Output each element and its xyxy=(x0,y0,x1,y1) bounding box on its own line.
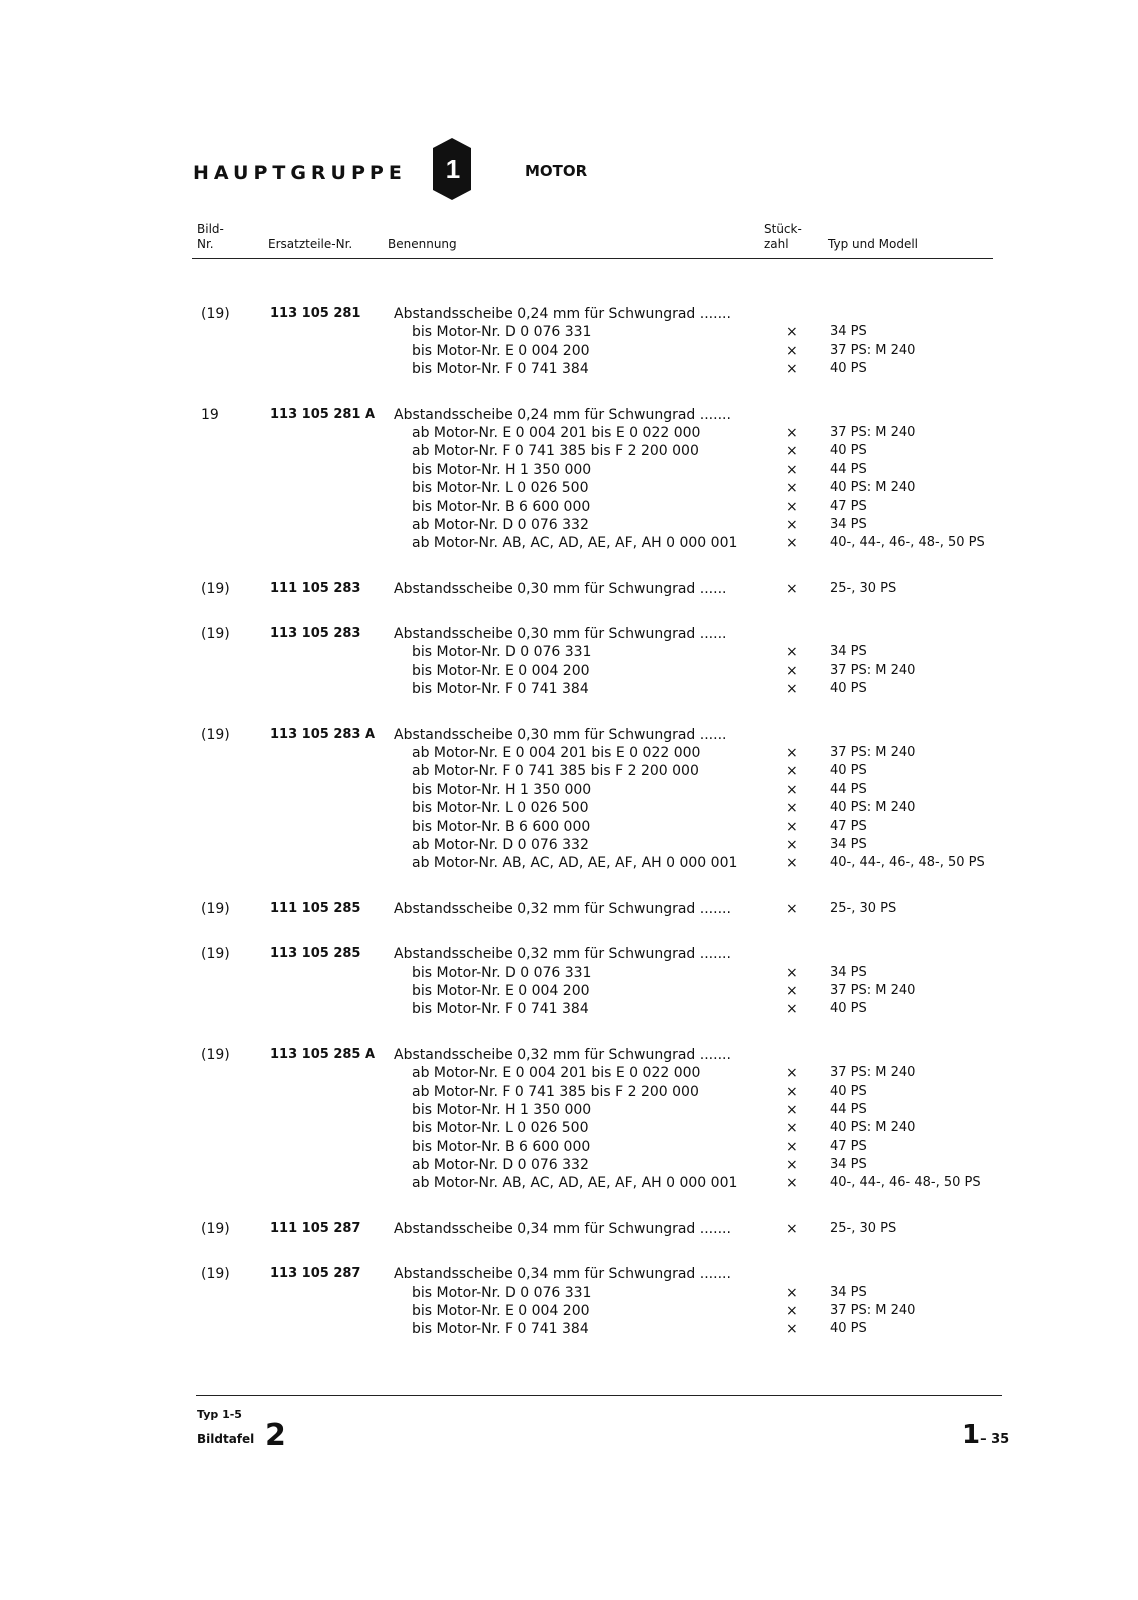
type-model: 40 PS xyxy=(830,361,867,377)
part-number: 113 105 285 A xyxy=(270,1046,376,1062)
part-name: Abstandsscheibe 0,34 mm für Schwungrad ....... xyxy=(394,1220,731,1237)
engine-range: ab Motor-Nr. AB, AC, AD, AE, AF, AH 0 000 001 xyxy=(412,855,738,872)
part-number: 113 105 285 xyxy=(270,946,361,962)
type-model: 34 PS xyxy=(830,964,867,980)
page-number-major: 1 xyxy=(962,1420,981,1450)
page-header xyxy=(193,138,1013,208)
engine-range: ab Motor-Nr. F 0 741 385 bis F 2 200 000 xyxy=(412,1083,699,1100)
type-model: 25-, 30 PS xyxy=(830,900,897,916)
parts-list xyxy=(0,305,1138,1366)
part-row xyxy=(0,625,1138,643)
part-group xyxy=(0,406,1138,553)
quantity: × xyxy=(786,580,798,597)
part-row xyxy=(0,1046,1138,1064)
group-title: MOTOR xyxy=(525,162,588,180)
engine-range: ab Motor-Nr. E 0 004 201 bis E 0 022 000 xyxy=(412,745,701,762)
quantity: × xyxy=(786,964,798,981)
type-model: 34 PS xyxy=(830,644,867,660)
type-model: 25-, 30 PS xyxy=(830,580,897,596)
engine-range: ab Motor-Nr. E 0 004 201 bis E 0 022 000 xyxy=(412,424,701,441)
quantity: × xyxy=(786,836,798,853)
quantity: × xyxy=(786,480,798,497)
quantity: × xyxy=(786,498,798,515)
quantity: × xyxy=(786,1220,798,1237)
part-name: Abstandsscheibe 0,24 mm für Schwungrad ....... xyxy=(394,306,731,322)
quantity: × xyxy=(786,443,798,460)
part-row xyxy=(0,726,1138,744)
engine-range: bis Motor-Nr. E 0 004 200 xyxy=(412,982,590,999)
quantity: × xyxy=(786,662,798,679)
variant-row xyxy=(0,1000,1138,1018)
quantity: × xyxy=(786,745,798,762)
quantity: × xyxy=(786,324,798,341)
type-model: 44 PS xyxy=(830,781,867,797)
variant-row xyxy=(0,323,1138,341)
quantity: × xyxy=(786,1284,798,1301)
part-name: Abstandsscheibe 0,32 mm für Schwungrad ....... xyxy=(394,900,731,917)
part-name: Abstandsscheibe 0,34 mm für Schwungrad ....... xyxy=(394,1266,731,1283)
quantity: × xyxy=(786,342,798,359)
type-model: 40-, 44-, 46- 48-, 50 PS xyxy=(830,1175,981,1191)
type-model: 40-, 44-, 46-, 48-, 50 PS xyxy=(830,855,985,871)
part-name: Abstandsscheibe 0,30 mm für Schwungrad ...... xyxy=(394,726,727,743)
quantity: × xyxy=(786,781,798,798)
variant-row xyxy=(0,534,1138,552)
part-row xyxy=(0,580,1138,598)
variant-row xyxy=(0,799,1138,817)
figure-number: (19) xyxy=(201,1046,230,1063)
col-header-nr: Bild- Nr. xyxy=(197,222,224,251)
quantity: × xyxy=(786,516,798,533)
part-group xyxy=(0,625,1138,699)
variant-row xyxy=(0,342,1138,360)
type-model: 40 PS: M 240 xyxy=(830,800,916,816)
engine-range: ab Motor-Nr. AB, AC, AD, AE, AF, AH 0 000 001 xyxy=(412,1175,738,1192)
quantity: × xyxy=(786,1303,798,1320)
type-model: 40 PS xyxy=(830,1321,867,1337)
part-group xyxy=(0,726,1138,873)
type-model: 40 PS xyxy=(830,681,867,697)
engine-range: bis Motor-Nr. H 1 350 000 xyxy=(412,781,592,798)
part-number: 113 105 281 xyxy=(270,306,361,321)
engine-range: bis Motor-Nr. F 0 741 384 xyxy=(412,1321,589,1338)
engine-range: bis Motor-Nr. H 1 350 000 xyxy=(412,461,592,478)
page-number xyxy=(962,1420,1009,1450)
type-model: 37 PS: M 240 xyxy=(830,982,916,998)
part-number: 113 105 283 A xyxy=(270,726,376,742)
engine-range: bis Motor-Nr. D 0 076 331 xyxy=(412,644,592,661)
engine-range: bis Motor-Nr. F 0 741 384 xyxy=(412,361,589,378)
engine-range: bis Motor-Nr. F 0 741 384 xyxy=(412,681,589,698)
quantity: × xyxy=(786,1138,798,1155)
quantity: × xyxy=(786,763,798,780)
engine-range: bis Motor-Nr. E 0 004 200 xyxy=(412,342,590,359)
part-group xyxy=(0,580,1138,598)
quantity: × xyxy=(786,1083,798,1100)
quantity: × xyxy=(786,644,798,661)
engine-range: bis Motor-Nr. B 6 600 000 xyxy=(412,498,591,515)
variant-row xyxy=(0,662,1138,680)
footer-bildtafel-label: Bildtafel xyxy=(197,1432,255,1446)
engine-range: ab Motor-Nr. F 0 741 385 bis F 2 200 000 xyxy=(412,443,699,460)
figure-number: (19) xyxy=(201,626,230,643)
col-header-qty: Stück- zahl xyxy=(764,222,802,251)
part-row xyxy=(0,1220,1138,1238)
variant-row xyxy=(0,498,1138,516)
part-number: 113 105 283 xyxy=(270,626,361,642)
type-model: 40 PS xyxy=(830,1083,867,1099)
type-model: 40-, 44-, 46-, 48-, 50 PS xyxy=(830,535,985,551)
engine-range: bis Motor-Nr. D 0 076 331 xyxy=(412,324,592,341)
engine-range: ab Motor-Nr. AB, AC, AD, AE, AF, AH 0 000 001 xyxy=(412,535,738,552)
type-model: 40 PS: M 240 xyxy=(830,480,916,496)
part-number: 111 105 287 xyxy=(270,1220,361,1236)
figure-number: (19) xyxy=(201,726,230,743)
engine-range: ab Motor-Nr. D 0 076 332 xyxy=(412,1157,589,1174)
part-name: Abstandsscheibe 0,24 mm für Schwungrad ....... xyxy=(394,406,731,423)
part-group xyxy=(0,900,1138,918)
type-model: 47 PS xyxy=(830,1138,867,1154)
col-header-part: Ersatzteile-Nr. xyxy=(268,237,353,251)
variant-row xyxy=(0,762,1138,780)
type-model: 44 PS xyxy=(830,461,867,477)
quantity: × xyxy=(786,361,798,378)
engine-range: ab Motor-Nr. D 0 076 332 xyxy=(412,516,589,533)
engine-range: bis Motor-Nr. L 0 026 500 xyxy=(412,480,589,497)
quantity: × xyxy=(786,982,798,999)
engine-range: bis Motor-Nr. F 0 741 384 xyxy=(412,1001,589,1018)
variant-row xyxy=(0,818,1138,836)
quantity: × xyxy=(786,1101,798,1118)
engine-range: bis Motor-Nr. H 1 350 000 xyxy=(412,1101,592,1118)
engine-range: bis Motor-Nr. B 6 600 000 xyxy=(412,1138,591,1155)
variant-row xyxy=(0,680,1138,698)
variant-row xyxy=(0,744,1138,762)
variant-row xyxy=(0,1284,1138,1302)
variant-row xyxy=(0,982,1138,1000)
type-model: 47 PS xyxy=(830,818,867,834)
variant-row xyxy=(0,964,1138,982)
figure-number: (19) xyxy=(201,1220,230,1237)
variant-row xyxy=(0,461,1138,479)
engine-range: bis Motor-Nr. B 6 600 000 xyxy=(412,818,591,835)
part-group xyxy=(0,1046,1138,1193)
part-number: 111 105 285 xyxy=(270,900,361,916)
part-name: Abstandsscheibe 0,30 mm für Schwungrad ...... xyxy=(394,626,727,643)
engine-range: bis Motor-Nr. E 0 004 200 xyxy=(412,662,590,679)
type-model: 47 PS xyxy=(830,498,867,514)
quantity: × xyxy=(786,424,798,441)
part-row xyxy=(0,1265,1138,1283)
variant-row xyxy=(0,1174,1138,1192)
group-label: HAUPTGRUPPE xyxy=(193,162,407,184)
quantity: × xyxy=(786,1120,798,1137)
type-model: 34 PS xyxy=(830,1284,867,1300)
quantity: × xyxy=(786,461,798,478)
variant-row xyxy=(0,1101,1138,1119)
type-model: 37 PS: M 240 xyxy=(830,1303,916,1319)
col-header-name: Benennung xyxy=(388,237,457,251)
part-group xyxy=(0,945,1138,1019)
part-group xyxy=(0,1220,1138,1238)
type-model: 37 PS: M 240 xyxy=(830,342,916,358)
type-model: 34 PS xyxy=(830,324,867,340)
part-number: 111 105 283 xyxy=(270,580,361,596)
type-model: 34 PS xyxy=(830,1157,867,1173)
col-header-type: Typ und Modell xyxy=(828,237,918,251)
part-row xyxy=(0,406,1138,424)
part-row xyxy=(0,305,1138,323)
part-name: Abstandsscheibe 0,32 mm für Schwungrad ....... xyxy=(394,1046,731,1063)
type-model: 34 PS xyxy=(830,836,867,852)
variant-row xyxy=(0,854,1138,872)
quantity: × xyxy=(786,800,798,817)
footer-bildtafel-number: 2 xyxy=(265,1418,286,1453)
engine-range: ab Motor-Nr. D 0 076 332 xyxy=(412,836,589,853)
part-group xyxy=(0,305,1138,379)
engine-range: bis Motor-Nr. D 0 076 331 xyxy=(412,1284,592,1301)
figure-number: (19) xyxy=(201,580,230,597)
part-number: 113 105 281 A xyxy=(270,406,376,422)
engine-range: bis Motor-Nr. D 0 076 331 xyxy=(412,964,592,981)
variant-row xyxy=(0,643,1138,661)
part-row xyxy=(0,900,1138,918)
variant-row xyxy=(0,479,1138,497)
variant-row xyxy=(0,836,1138,854)
part-name: Abstandsscheibe 0,30 mm für Schwungrad ...... xyxy=(394,580,727,597)
quantity: × xyxy=(786,535,798,552)
type-model: 37 PS: M 240 xyxy=(830,424,916,440)
type-model: 34 PS xyxy=(830,516,867,532)
figure-number: 19 xyxy=(201,406,219,423)
part-group xyxy=(0,1265,1138,1339)
variant-row xyxy=(0,442,1138,460)
part-row xyxy=(0,945,1138,963)
variant-row xyxy=(0,1156,1138,1174)
page-number-minor: – 35 xyxy=(980,1432,1010,1447)
variant-row xyxy=(0,781,1138,799)
group-number: 1 xyxy=(445,154,461,184)
figure-number: (19) xyxy=(201,306,230,322)
type-model: 37 PS: M 240 xyxy=(830,745,916,761)
type-model: 44 PS xyxy=(830,1101,867,1117)
engine-range: ab Motor-Nr. F 0 741 385 bis F 2 200 000 xyxy=(412,763,699,780)
quantity: × xyxy=(786,681,798,698)
type-model: 40 PS xyxy=(830,1001,867,1017)
variant-row xyxy=(0,1302,1138,1320)
quantity: × xyxy=(786,1321,798,1338)
variant-row xyxy=(0,424,1138,442)
variant-row xyxy=(0,516,1138,534)
type-model: 37 PS: M 240 xyxy=(830,662,916,678)
quantity: × xyxy=(786,1157,798,1174)
quantity: × xyxy=(786,1001,798,1018)
type-model: 25-, 30 PS xyxy=(830,1220,897,1236)
engine-range: bis Motor-Nr. L 0 026 500 xyxy=(412,1120,589,1137)
part-name: Abstandsscheibe 0,32 mm für Schwungrad ....... xyxy=(394,946,731,963)
header-rule xyxy=(192,258,993,259)
variant-row xyxy=(0,1064,1138,1082)
quantity: × xyxy=(786,900,798,917)
variant-row xyxy=(0,1083,1138,1101)
variant-row xyxy=(0,1320,1138,1338)
engine-range: bis Motor-Nr. E 0 004 200 xyxy=(412,1303,590,1320)
figure-number: (19) xyxy=(201,1266,230,1283)
engine-range: bis Motor-Nr. L 0 026 500 xyxy=(412,800,589,817)
variant-row xyxy=(0,1119,1138,1137)
variant-row xyxy=(0,360,1138,378)
variant-row xyxy=(0,1138,1138,1156)
quantity: × xyxy=(786,855,798,872)
type-model: 40 PS: M 240 xyxy=(830,1120,916,1136)
group-number-badge xyxy=(433,138,471,200)
figure-number: (19) xyxy=(201,946,230,963)
quantity: × xyxy=(786,1065,798,1082)
type-model: 40 PS xyxy=(830,763,867,779)
part-number: 113 105 287 xyxy=(270,1266,361,1282)
type-model: 37 PS: M 240 xyxy=(830,1065,916,1081)
figure-number: (19) xyxy=(201,900,230,917)
engine-range: ab Motor-Nr. E 0 004 201 bis E 0 022 000 xyxy=(412,1065,701,1082)
quantity: × xyxy=(786,818,798,835)
quantity: × xyxy=(786,1175,798,1192)
footer-rule xyxy=(196,1395,1002,1396)
footer-typ: Typ 1-5 xyxy=(197,1408,242,1421)
type-model: 40 PS xyxy=(830,443,867,459)
